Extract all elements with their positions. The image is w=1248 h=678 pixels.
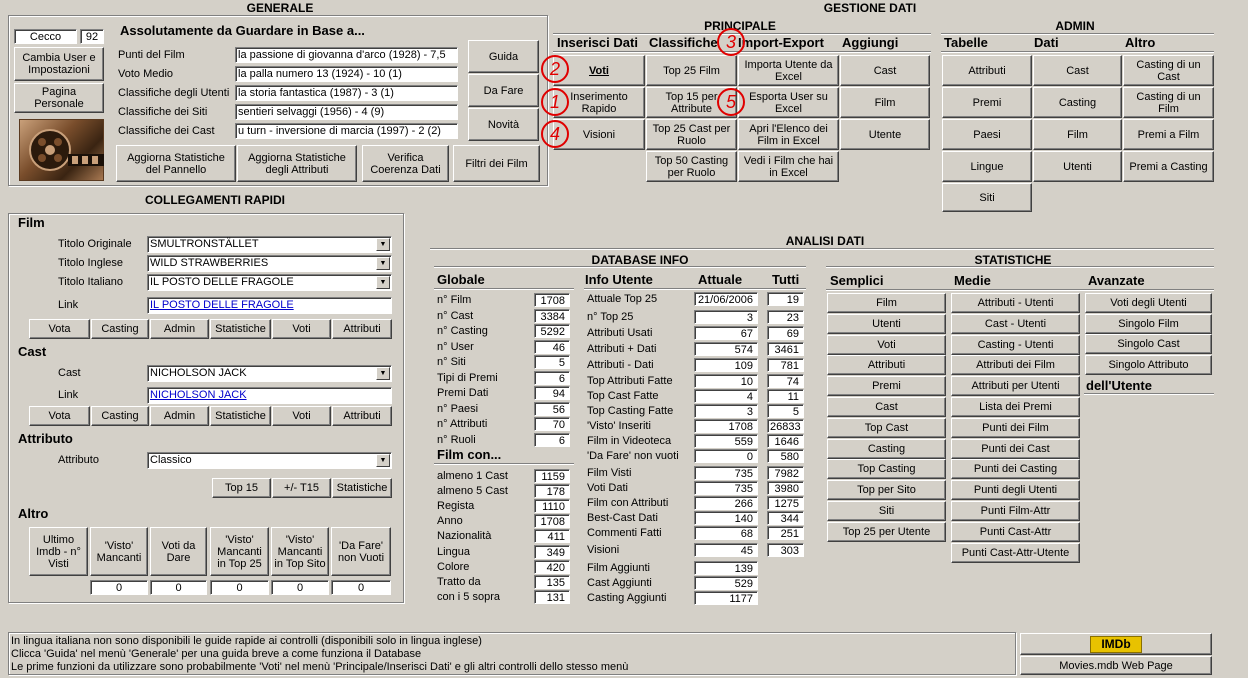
film-con-divider bbox=[434, 463, 574, 465]
stat-medie-button[interactable]: Attributi dei Film bbox=[951, 355, 1080, 375]
marker-5: 5 bbox=[717, 88, 745, 116]
top15-attribute-button[interactable]: Top 15 per Attribute bbox=[646, 87, 737, 118]
stat-medie-button[interactable]: Punti dei Casting bbox=[951, 459, 1080, 479]
stat-semplici-button[interactable]: Top per Sito bbox=[827, 480, 946, 500]
info-utente-title: Info Utente bbox=[585, 272, 653, 287]
stat-medie-button[interactable]: Cast - Utenti bbox=[951, 314, 1080, 334]
stat-medie-button[interactable]: Punti Film-Attr bbox=[951, 501, 1080, 521]
info-tutti-value: 11 bbox=[767, 389, 804, 403]
info-tutti-value: 251 bbox=[767, 526, 804, 540]
marker-4: 4 bbox=[541, 120, 569, 148]
info-attuale-value: 3 bbox=[694, 310, 758, 324]
attributo-top15-button[interactable]: Top 15 bbox=[212, 478, 271, 498]
titolo-inglese-label: Titolo Inglese bbox=[58, 257, 124, 269]
titolo-italiano-label: Titolo Italiano bbox=[58, 276, 124, 288]
da-fare-non-vuoti-button[interactable]: 'Da Fare' non Vuoti bbox=[331, 527, 391, 576]
stat-avanzate-button[interactable]: Singolo Cast bbox=[1085, 334, 1212, 354]
film-con-label: almeno 1 Cast bbox=[437, 470, 508, 482]
cast-link-label: Link bbox=[58, 389, 79, 401]
da-fare-button[interactable]: Da Fare bbox=[468, 74, 539, 107]
col-classifiche: Classifiche bbox=[649, 35, 718, 50]
film-con-value: 1110 bbox=[534, 499, 570, 513]
gestione-title: GESTIONE DATI bbox=[823, 1, 917, 15]
filtri-film-button[interactable]: Filtri dei Film bbox=[453, 145, 540, 182]
top25-film-button[interactable]: Top 25 Film bbox=[646, 55, 737, 86]
info-tutti-value: 19 bbox=[767, 292, 804, 306]
voti-da-dare-value: 0 bbox=[150, 580, 207, 595]
marker-3: 3 bbox=[717, 28, 745, 56]
voto-medio-label: Voto Medio bbox=[118, 68, 174, 80]
film-con-label: Nazionalità bbox=[437, 530, 492, 543]
visto-mancanti-button[interactable]: 'Visto' Mancanti bbox=[90, 527, 148, 576]
inserimento-rapido-button[interactable]: Inserimento Rapido bbox=[553, 87, 645, 118]
semplici-title: Semplici bbox=[830, 273, 884, 288]
film-con-label: almeno 5 Cast bbox=[437, 485, 508, 498]
stat-semplici-button[interactable]: Voti bbox=[827, 335, 946, 355]
avanzate-title: Avanzate bbox=[1088, 273, 1145, 288]
stat-semplici-button[interactable]: Premi bbox=[827, 376, 946, 396]
stat-medie-button[interactable]: Punti Cast-Attr bbox=[951, 522, 1080, 542]
cast-link[interactable]: NICHOLSON JACK bbox=[147, 387, 392, 404]
visto-mancanti-topsito-value: 0 bbox=[271, 580, 329, 595]
dati-film-button[interactable]: Film bbox=[1033, 119, 1122, 150]
stat-semplici-button[interactable]: Top Casting bbox=[827, 459, 946, 479]
top25-cast-ruolo-button[interactable]: Top 25 Cast per Ruolo bbox=[646, 119, 737, 150]
info-utente-divider bbox=[584, 288, 806, 290]
casting-di-cast-button[interactable]: Casting di un Cast bbox=[1123, 55, 1214, 86]
attributo-section-title: Attributo bbox=[18, 431, 73, 446]
film-reel-image bbox=[19, 119, 104, 181]
principale-cols-divider bbox=[553, 51, 931, 53]
classifiche-siti-field: sentieri selvaggi (1956) - 4 (9) bbox=[235, 104, 458, 120]
top50-casting-ruolo-button[interactable]: Top 50 Casting per Ruolo bbox=[646, 151, 737, 182]
importa-utente-button[interactable]: Importa Utente da Excel bbox=[738, 55, 839, 86]
classifiche-siti-label: Classifiche dei Siti bbox=[118, 106, 208, 118]
info-utente-label: Best-Cast Dati bbox=[587, 512, 658, 524]
info-attuale-value: 266 bbox=[694, 496, 758, 510]
tabelle-lingue-button[interactable]: Lingue bbox=[942, 151, 1032, 182]
stat-medie-button[interactable]: Punti dei Film bbox=[951, 418, 1080, 438]
verifica-coerenza-button[interactable]: Verifica Coerenza Dati bbox=[362, 145, 449, 182]
guida-button[interactable]: Guida bbox=[468, 40, 539, 73]
altro-section-title: Altro bbox=[18, 506, 49, 521]
info-tutti-value: 344 bbox=[767, 511, 804, 525]
globale-value: 6 bbox=[534, 433, 570, 447]
attributo-t15-button[interactable]: +/- T15 bbox=[272, 478, 331, 498]
info-tutti-value: 5 bbox=[767, 404, 804, 418]
classifiche-cast-field: u turn - inversione di marcia (1997) - 2 (2) bbox=[235, 123, 458, 139]
info-tutti-value: 1275 bbox=[767, 496, 804, 510]
titolo-originale-select[interactable] bbox=[147, 236, 392, 253]
dati-cast-button[interactable]: Cast bbox=[1033, 55, 1122, 86]
film-con-label: Anno bbox=[437, 515, 463, 528]
info-attuale-value: 109 bbox=[694, 358, 758, 372]
info-attuale-value: 45 bbox=[694, 543, 758, 557]
globale-label: n° Ruoli bbox=[437, 433, 476, 446]
dropdown-arrow-icon[interactable]: ▼ bbox=[376, 257, 390, 270]
info-tutti-value: 74 bbox=[767, 374, 804, 388]
aggiorna-attributi-button[interactable]: Aggiorna Statistiche degli Attributi bbox=[237, 145, 357, 182]
info-attuale-value: 68 bbox=[694, 526, 758, 540]
film-con-label: con i 5 sopra bbox=[437, 590, 500, 603]
info-utente-label: Film Aggiunti bbox=[587, 562, 650, 574]
footer-line-2: Clicca 'Guida' nel menù 'Generale' per una guida breve a come funziona il Database bbox=[11, 648, 422, 660]
cast-voti-button[interactable]: Voti bbox=[272, 406, 331, 426]
film-con-value: 131 bbox=[534, 590, 570, 604]
collegamenti-title: COLLEGAMENTI RAPIDI bbox=[145, 193, 285, 207]
film-admin-button[interactable]: Admin bbox=[150, 319, 209, 339]
premi-a-film-button[interactable]: Premi a Film bbox=[1123, 119, 1214, 150]
info-utente-label: Attributi - Dati bbox=[587, 359, 654, 371]
info-utente-label: Film con Attributi bbox=[587, 497, 669, 509]
film-con-label: Colore bbox=[437, 560, 470, 573]
attributo-value: Classico bbox=[150, 454, 192, 466]
info-attuale-value: 574 bbox=[694, 342, 758, 356]
dropdown-arrow-icon[interactable]: ▼ bbox=[376, 276, 390, 289]
premi-a-casting-button[interactable]: Premi a Casting bbox=[1123, 151, 1214, 182]
stat-semplici-button[interactable]: Top 25 per Utente bbox=[827, 522, 946, 542]
cast-vota-button[interactable]: Vota bbox=[29, 406, 90, 426]
imdb-logo-button[interactable] bbox=[1020, 633, 1212, 655]
globale-label: Premi Dati bbox=[437, 387, 489, 399]
info-tutti-value: 3980 bbox=[767, 481, 804, 495]
admin-cols-divider bbox=[941, 51, 1214, 53]
web-page-button[interactable]: Movies.mdb Web Page bbox=[1020, 656, 1212, 675]
attributo-select[interactable] bbox=[147, 452, 392, 469]
visioni-button[interactable]: Visioni bbox=[553, 119, 645, 150]
info-attuale-value: 139 bbox=[694, 561, 758, 575]
generale-title: GENERALE bbox=[200, 1, 360, 15]
info-tutti-value: 1646 bbox=[767, 434, 804, 448]
titolo-inglese-value: WILD STRAWBERRIES bbox=[150, 257, 269, 269]
da-fare-non-vuoti-value: 0 bbox=[331, 580, 391, 595]
info-attuale-value: 67 bbox=[694, 326, 758, 340]
globale-value: 5292 bbox=[534, 324, 570, 338]
voto-medio-field: la palla numero 13 (1924) - 10 (1) bbox=[235, 66, 458, 82]
aggiorna-pannello-button[interactable]: Aggiorna Statistiche del Pannello bbox=[116, 145, 236, 182]
film-con-label: Lingua bbox=[437, 545, 471, 558]
info-attuale-value: 735 bbox=[694, 466, 758, 480]
film-con-label: Regista bbox=[437, 500, 475, 513]
film-con-value: 349 bbox=[534, 545, 570, 559]
info-attuale-value: 10 bbox=[694, 374, 758, 388]
titolo-originale-value: SMULTRONSTÄLLET bbox=[150, 238, 259, 250]
info-attuale-value: 735 bbox=[694, 481, 758, 495]
stat-semplici-button[interactable]: Attributi bbox=[827, 355, 946, 375]
film-con-value: 135 bbox=[534, 575, 570, 589]
visto-mancanti-value: 0 bbox=[90, 580, 148, 595]
analisi-title: ANALISI DATI bbox=[785, 234, 865, 248]
film-link[interactable]: IL POSTO DELLE FRAGOLE bbox=[147, 297, 392, 314]
info-utente-label: Film Visti bbox=[587, 467, 632, 479]
stat-semplici-button[interactable]: Utenti bbox=[827, 314, 946, 334]
dropdown-arrow-icon[interactable]: ▼ bbox=[376, 454, 390, 467]
globale-value: 5 bbox=[534, 355, 570, 369]
film-con-label: Tratto da bbox=[437, 575, 481, 588]
attributo-label: Attributo bbox=[58, 454, 99, 466]
info-tutti-value: 781 bbox=[767, 358, 804, 372]
film-con-title: Film con... bbox=[437, 447, 502, 462]
database-info-divider bbox=[434, 266, 806, 268]
film-statistiche-button[interactable]: Statistiche bbox=[210, 319, 271, 339]
globale-label: n° User bbox=[437, 340, 474, 353]
cast-casting-button[interactable]: Casting bbox=[91, 406, 149, 426]
film-casting-button[interactable]: Casting bbox=[91, 319, 149, 339]
dropdown-arrow-icon[interactable]: ▼ bbox=[376, 367, 390, 380]
col-import-export: Import-Export bbox=[738, 35, 824, 50]
globale-label: Tipi di Premi bbox=[437, 371, 498, 384]
cast-statistiche-button[interactable]: Statistiche bbox=[210, 406, 271, 426]
classifiche-utenti-label: Classifiche degli Utenti bbox=[118, 87, 230, 99]
info-tutti-value: 3461 bbox=[767, 342, 804, 356]
stat-medie-button[interactable]: Punti dei Cast bbox=[951, 439, 1080, 459]
ultimo-imdb-button[interactable]: Ultimo Imdb - n° Visti bbox=[29, 527, 88, 576]
info-utente-label: Visioni bbox=[587, 544, 620, 556]
stat-semplici-button[interactable]: Siti bbox=[827, 501, 946, 521]
tabelle-paesi-button[interactable]: Paesi bbox=[942, 119, 1032, 150]
info-utente-label: Attuale Top 25 bbox=[587, 293, 658, 305]
globale-value: 6 bbox=[534, 371, 570, 385]
imdb-logo-text: IMDb bbox=[1101, 636, 1131, 651]
col-tabelle: Tabelle bbox=[944, 35, 988, 50]
stat-semplici-button[interactable]: Cast bbox=[827, 397, 946, 417]
aggiungi-film-button[interactable]: Film bbox=[840, 87, 930, 118]
analisi-divider bbox=[430, 248, 1214, 250]
globale-label: n° Cast bbox=[437, 309, 474, 322]
titolo-originale-label: Titolo Originale bbox=[58, 238, 132, 250]
info-attuale-value: 4 bbox=[694, 389, 758, 403]
stat-avanzate-button[interactable]: Singolo Film bbox=[1085, 314, 1212, 334]
info-utente-label: 'Visto' Inseriti bbox=[587, 420, 651, 432]
cast-select[interactable] bbox=[147, 365, 392, 382]
film-con-value: 1708 bbox=[534, 514, 570, 528]
attuale-title: Attuale bbox=[698, 272, 743, 287]
globale-label: n° Siti bbox=[437, 356, 466, 368]
info-utente-label: 'Da Fare' non vuoti bbox=[587, 450, 679, 462]
info-utente-label: Commenti Fatti bbox=[587, 527, 662, 539]
info-attuale-value: 0 bbox=[694, 449, 758, 463]
footer-line-1: In lingua italiana non sono disponibili le guide rapide ai controlli (disponibili solo in lingua inglese) bbox=[11, 635, 482, 647]
stat-medie-button[interactable]: Attributi - Utenti bbox=[951, 293, 1080, 313]
info-utente-label: n° Top 25 bbox=[587, 311, 634, 323]
principale-title: PRINCIPALE bbox=[704, 19, 776, 33]
stat-avanzate-button[interactable]: Voti degli Utenti bbox=[1085, 293, 1212, 313]
stat-medie-button[interactable]: Casting - Utenti bbox=[951, 335, 1080, 355]
statistiche-title: STATISTICHE bbox=[974, 253, 1052, 267]
dell-utente-divider bbox=[1084, 393, 1214, 395]
globale-label: n° Film bbox=[437, 294, 472, 306]
globale-title: Globale bbox=[437, 272, 485, 287]
info-utente-label: Top Attributi Fatte bbox=[587, 375, 673, 387]
film-voti-button[interactable]: Voti bbox=[272, 319, 331, 339]
film-con-value: 178 bbox=[534, 484, 570, 498]
imdb-logo bbox=[1090, 636, 1141, 653]
col-altro: Altro bbox=[1125, 35, 1156, 50]
info-utente-label: Attributi Usati bbox=[587, 327, 653, 339]
punti-film-label: Punti del Film bbox=[118, 49, 185, 61]
visto-mancanti-top25-button[interactable]: 'Visto' Mancanti in Top 25 bbox=[210, 527, 269, 576]
info-tutti-value: 26833 bbox=[767, 419, 804, 433]
statistiche-divider bbox=[826, 266, 1214, 268]
aggiungi-cast-button[interactable]: Cast bbox=[840, 55, 930, 86]
attributo-statistiche-button[interactable]: Statistiche bbox=[332, 478, 392, 498]
titolo-italiano-select[interactable] bbox=[147, 274, 392, 291]
cast-section-title: Cast bbox=[18, 344, 47, 359]
dati-utenti-button[interactable]: Utenti bbox=[1033, 151, 1122, 182]
stat-avanzate-button[interactable]: Singolo Attributo bbox=[1085, 355, 1212, 375]
globale-value: 94 bbox=[534, 386, 570, 400]
info-attuale-value: 140 bbox=[694, 511, 758, 525]
tutti-title: Tutti bbox=[772, 272, 800, 287]
globale-label: n° Casting bbox=[437, 325, 488, 337]
stat-medie-button[interactable]: Attributi per Utenti bbox=[951, 376, 1080, 396]
stat-medie-button[interactable]: Punti degli Utenti bbox=[951, 480, 1080, 500]
info-utente-label: Voti Dati bbox=[587, 482, 628, 494]
visto-mancanti-topsito-button[interactable]: 'Visto' Mancanti in Top Sito bbox=[271, 527, 329, 576]
tabelle-attributi-button[interactable]: Attributi bbox=[942, 55, 1032, 86]
cast-label: Cast bbox=[58, 367, 81, 379]
info-attuale-value: 3 bbox=[694, 404, 758, 418]
dell-utente-label: dell'Utente bbox=[1086, 378, 1152, 393]
cast-value: NICHOLSON JACK bbox=[150, 367, 247, 379]
marker-1: 1 bbox=[541, 88, 569, 116]
film-attributi-button[interactable]: Attributi bbox=[332, 319, 392, 339]
globale-divider bbox=[434, 288, 574, 290]
film-section-title: Film bbox=[18, 215, 45, 230]
esporta-user-button[interactable]: Esporta User su Excel bbox=[738, 87, 839, 118]
info-utente-label: Top Casting Fatte bbox=[587, 405, 674, 417]
admin-title: ADMIN bbox=[1055, 19, 1095, 33]
info-attuale-value: 1708 bbox=[694, 419, 758, 433]
tabelle-siti-button[interactable]: Siti bbox=[942, 183, 1032, 212]
film-con-value: 411 bbox=[534, 529, 570, 543]
stat-semplici-button[interactable]: Top Cast bbox=[827, 418, 946, 438]
stat-semplici-button[interactable]: Film bbox=[827, 293, 946, 313]
info-utente-label: Top Cast Fatte bbox=[587, 390, 659, 402]
pagina-personale-button[interactable]: Pagina Personale bbox=[14, 83, 104, 113]
stat-medie-button[interactable]: Lista dei Premi bbox=[951, 397, 1080, 417]
film-reel-icon bbox=[20, 120, 105, 182]
info-attuale-value: 21/06/2006 bbox=[694, 292, 758, 306]
tabelle-premi-button[interactable]: Premi bbox=[942, 87, 1032, 118]
info-utente-label: Film in Videoteca bbox=[587, 435, 672, 447]
col-inserisci-dati: Inserisci Dati bbox=[557, 35, 638, 50]
footer-line-3: Le prime funzioni da utilizzare sono probabilmente 'Voti' nel menù 'Principale/Inserisci Dati' e gli altri controlli dello stesso menù bbox=[11, 661, 629, 673]
info-tutti-value: 580 bbox=[767, 449, 804, 463]
film-con-value: 420 bbox=[534, 560, 570, 574]
globale-value: 46 bbox=[534, 340, 570, 354]
visto-mancanti-top25-value: 0 bbox=[210, 580, 269, 595]
statistiche-cols-divider bbox=[826, 289, 1214, 291]
info-tutti-value: 7982 bbox=[767, 466, 804, 480]
punti-film-field: la passione di giovanna d'arco (1928) - 7,5 bbox=[235, 47, 458, 63]
novita-button[interactable]: Novità bbox=[468, 108, 539, 141]
globale-label: n° Paesi bbox=[437, 402, 479, 415]
globale-label: n° Attributi bbox=[437, 418, 488, 430]
globale-value: 56 bbox=[534, 402, 570, 416]
info-attuale-value: 1177 bbox=[694, 591, 758, 605]
film-vota-button[interactable]: Vota bbox=[29, 319, 90, 339]
database-info-title: DATABASE INFO bbox=[591, 253, 689, 267]
globale-value: 3384 bbox=[534, 309, 570, 323]
col-aggiungi: Aggiungi bbox=[842, 35, 899, 50]
apri-elenco-film-button[interactable]: Apri l'Elenco dei Film in Excel bbox=[738, 119, 839, 150]
info-tutti-value: 303 bbox=[767, 543, 804, 557]
info-utente-label: Attributi + Dati bbox=[587, 343, 657, 355]
user-count-field: 92 bbox=[80, 29, 104, 44]
info-tutti-value: 69 bbox=[767, 326, 804, 340]
casting-di-film-button[interactable]: Casting di un Film bbox=[1123, 87, 1214, 118]
aggiungi-utente-button[interactable]: Utente bbox=[840, 119, 930, 150]
film-link-label: Link bbox=[58, 299, 79, 311]
info-attuale-value: 529 bbox=[694, 576, 758, 590]
classifiche-utenti-field: la storia fantastica (1987) - 3 (1) bbox=[235, 85, 458, 101]
titolo-inglese-select[interactable] bbox=[147, 255, 392, 272]
dropdown-arrow-icon[interactable]: ▼ bbox=[376, 238, 390, 251]
globale-value: 70 bbox=[534, 417, 570, 431]
stat-semplici-button[interactable]: Casting bbox=[827, 439, 946, 459]
medie-title: Medie bbox=[954, 273, 991, 288]
cast-admin-button[interactable]: Admin bbox=[150, 406, 209, 426]
voti-da-dare-button[interactable]: Voti da Dare bbox=[150, 527, 207, 576]
classifiche-cast-label: Classifiche dei Cast bbox=[118, 125, 215, 137]
info-utente-label: Casting Aggiunti bbox=[587, 592, 667, 604]
marker-2: 2 bbox=[541, 55, 569, 83]
info-tutti-value: 23 bbox=[767, 310, 804, 324]
user-name-field[interactable]: Cecco bbox=[14, 29, 77, 44]
info-utente-label: Cast Aggiunti bbox=[587, 577, 652, 589]
film-con-value: 1159 bbox=[534, 469, 570, 483]
info-attuale-value: 559 bbox=[694, 434, 758, 448]
globale-value: 1708 bbox=[534, 293, 570, 307]
col-dati: Dati bbox=[1034, 35, 1059, 50]
voti-button-label: Voti bbox=[589, 64, 609, 77]
titolo-italiano-value: IL POSTO DELLE FRAGOLE bbox=[150, 276, 294, 288]
generale-subtitle: Assolutamente da Guardare in Base a... bbox=[120, 23, 365, 38]
vedi-film-excel-button[interactable]: Vedi i Film che hai in Excel bbox=[738, 151, 839, 182]
cast-attributi-button[interactable]: Attributi bbox=[332, 406, 392, 426]
stat-medie-button[interactable]: Punti Cast-Attr-Utente bbox=[951, 543, 1080, 563]
cambia-user-button[interactable]: Cambia User e Impostazioni bbox=[14, 47, 104, 81]
dati-casting-button[interactable]: Casting bbox=[1033, 87, 1122, 118]
